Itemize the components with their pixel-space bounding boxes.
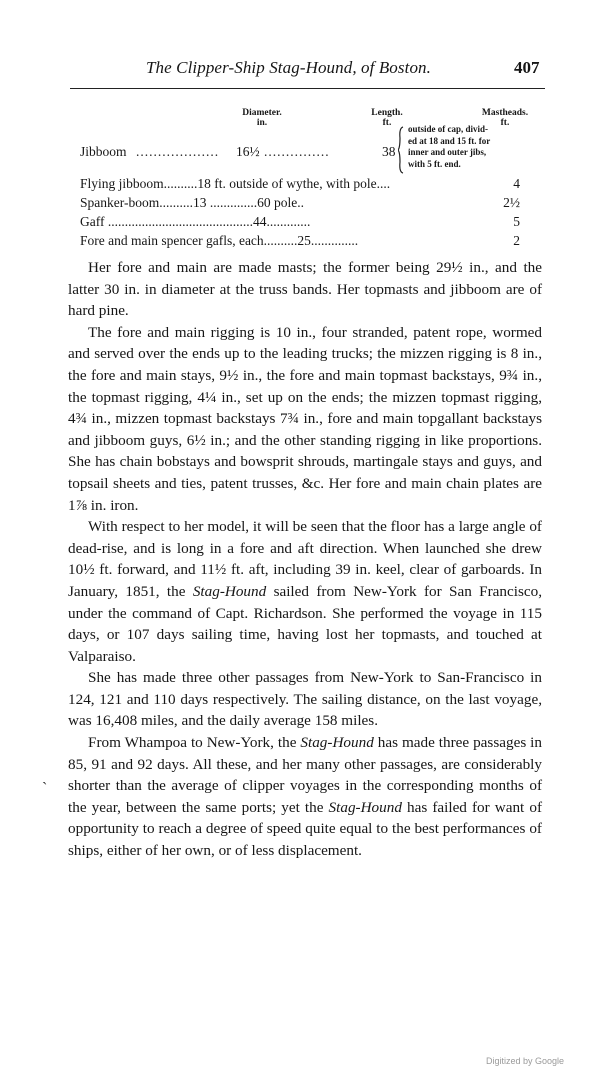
paragraph-rigging: The fore and main rigging is 10 in., four stranded, patent rope, wormed and served over the ends up to the leading trucks; the mizzen rigging is 8 in., the fore and main stays, 9½ in., the fore and main topmast backstays, 9¾ in., the topmast rigging, 4¼ in., set up on the ends; the mizzen topmast rigging, 4¾ in., mizzen topmast backstays 7¾ in., fore and main topgallant backstays and jibboom guys, 6½ in.; and the other standing rigging in like proportions. She has chain bobstays and bowsprit shrouds, martingale stays and guys, and topsail sheets and ties, patent trusses, &c. Her fore and main chain plates are 1⅞ in. iron. — [68, 323, 542, 514]
mastheads-label: Mastheads. — [481, 108, 529, 118]
spec-row-text: Gaff ...........................................44............. — [80, 214, 311, 229]
page-number: 407 — [514, 58, 540, 77]
text-run: has failed for want of opportunity to reach a degree of speed quite equal to the best performances of ships, either of her own, or of less displacement. — [68, 798, 543, 860]
text-run: From Whampoa to New-York, the — [88, 734, 301, 752]
header-rule — [70, 88, 545, 89]
ship-name: Stag-Hound — [328, 798, 402, 816]
paragraph-whampoa — [68, 732, 542, 862]
jibboom-note-line: ed at 18 and 15 ft. for — [408, 135, 491, 146]
paragraph-masts: Her fore and main are made masts; the former being 29½ in., and the latter 30 in. in diameter at the truss bands. Her topmasts and jibboom are of hard pine. — [68, 259, 542, 320]
spec-row-flying-jibboom — [80, 176, 520, 192]
spec-row-value: 2½ — [503, 195, 520, 210]
diameter-label: Diameter. — [242, 108, 282, 118]
spec-row-gaff — [80, 214, 520, 230]
column-header-length — [362, 108, 412, 128]
body-text — [68, 257, 542, 862]
jibboom-length: 38 — [382, 144, 396, 159]
spec-row-spanker-boom — [80, 195, 520, 211]
jibboom-note — [408, 124, 533, 170]
margin-mark: ˎ — [42, 768, 48, 785]
running-head-title: The Clipper-Ship Stag-Hound, of Boston. — [146, 58, 431, 77]
jibboom-label: Jibboom — [80, 144, 127, 159]
ship-name: Stag-Hound — [300, 734, 374, 752]
jibboom-note-line: inner and outer jibs, — [408, 147, 487, 157]
spec-row-value: 5 — [513, 214, 520, 229]
curly-brace — [398, 126, 404, 174]
jibboom-leader-dots-2: ............... — [264, 144, 330, 159]
text-run: With respect to her model, it will be seen that the floor has a large angle of dead-rise, and is long in a fore and aft direction. When launched she drew 10½ ft. forward, and 11½ ft. aft, including 39 in. keel, clear of garboards. In January, 1851, the — [68, 518, 542, 600]
spec-row-text: Fore and main spencer gafls, each..........25.............. — [80, 233, 359, 248]
spec-row-text: Spanker-boom..........13 ..............60 pole.. — [80, 195, 304, 210]
jibboom-note-line: outside of cap, divid- — [408, 124, 489, 134]
spec-row-spencer-gafls — [80, 233, 520, 249]
length-label: Length. — [371, 108, 403, 118]
spec-row-text: Flying jibboom..........18 ft. outside of wythe, with pole.... — [80, 176, 391, 191]
mastheads-unit: ft. — [500, 118, 510, 128]
diameter-unit: in. — [256, 118, 268, 128]
text-run: sailed from New-York for San Francisco, under the command of Capt. Richardson. She performed the voyage in 115 days, or 107 days sailing time, having lost her topmasts, and touched at Valparaiso. — [68, 582, 542, 665]
jibboom-note-line: with 5 ft. end. — [408, 158, 461, 169]
ship-name: Stag-Hound — [192, 582, 267, 600]
jibboom-diameter: 16½ — [236, 144, 260, 159]
spec-row-value: 4 — [513, 176, 520, 191]
spec-row-value: 2 — [513, 233, 520, 248]
jibboom-leader-dots: ................... — [136, 144, 220, 159]
paragraph-passages: She has made three other passages from New-York to San-Francisco in 124, 121 and 110 days respectively. The sailing distance, on the last voyage, was 16,408 miles, and the daily average 158 miles. — [68, 669, 542, 730]
column-header-diameter — [232, 108, 292, 128]
paragraph-model — [68, 516, 542, 667]
length-unit: ft. — [382, 118, 392, 128]
digitized-watermark: Digitized by Google — [486, 1056, 565, 1066]
text-run: has made three passages in 85, 91 and 92 days. All these, and her many other passages, are considerably shorter than the average of clipper voyages in the corresponding months of the year, between the same ports; yet the — [68, 734, 542, 816]
